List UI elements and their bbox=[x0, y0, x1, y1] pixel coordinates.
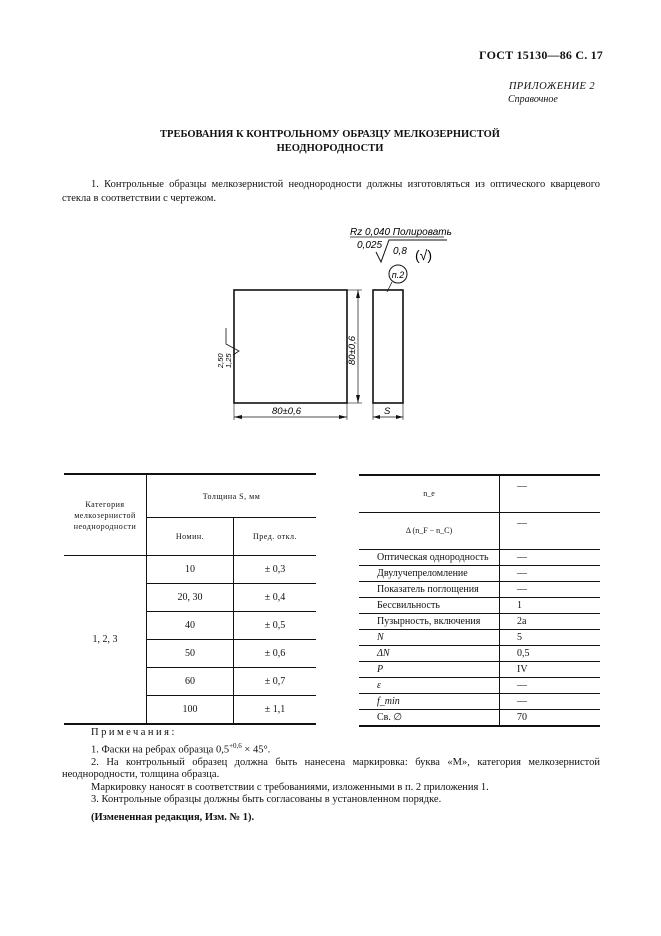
front-view bbox=[234, 290, 347, 403]
table2-param-cell: f_min bbox=[359, 694, 500, 710]
page-reference: ГОСТ 15130—86 С. 17 bbox=[479, 48, 603, 62]
table1-nominal-cell: 20, 30 bbox=[147, 584, 234, 612]
roughness-symbol bbox=[376, 240, 447, 262]
table2-value-cell: 2а bbox=[500, 614, 601, 630]
title-line-2: НЕОДНОРОДНОСТИ bbox=[276, 143, 384, 154]
thickness-dimension: S bbox=[384, 406, 391, 417]
table2-param-cell: Δ (n_F − n_C) bbox=[359, 513, 500, 550]
table2-value-cell: 0,5 bbox=[500, 646, 601, 662]
side-roughness-symbol bbox=[216, 328, 239, 369]
table2-param-cell: Оптическая однородность bbox=[359, 550, 500, 566]
appendix-label: ПРИЛОЖЕНИЕ 2 bbox=[508, 81, 595, 92]
roughness-label: Rz 0,040 Полировать bbox=[350, 227, 452, 238]
table2-value-cell: 70 bbox=[500, 710, 601, 727]
table2-param-cell: Двулучепреломление bbox=[359, 566, 500, 582]
check-mark-icon: (√) bbox=[415, 247, 433, 263]
table1-tolerance-cell: ± 0,5 bbox=[234, 612, 317, 640]
title-line-1: ТРЕБОВАНИЯ К КОНТРОЛЬНОМУ ОБРАЗЦУ МЕЛКОЗЕРНИСТОЙ bbox=[160, 129, 500, 140]
technical-drawing bbox=[200, 218, 460, 433]
table2-value-cell: — bbox=[500, 550, 601, 566]
note-1-superscript: +0,6 bbox=[229, 741, 242, 750]
table2-value-cell: 1 bbox=[500, 598, 601, 614]
table2-value-cell: — bbox=[500, 566, 601, 582]
table1-category-value: 1, 2, 3 bbox=[64, 556, 147, 725]
table2-value-cell: — bbox=[500, 475, 601, 513]
amendment-note: (Измененная редакция, Изм. № 1). bbox=[91, 812, 255, 823]
table1-header-nominal: Номин. bbox=[147, 518, 234, 556]
parameters-table bbox=[359, 474, 600, 727]
table2-param-cell: n_e bbox=[359, 475, 500, 513]
table1-nominal-cell: 10 bbox=[147, 556, 234, 584]
svg-text:1,25: 1,25 bbox=[224, 353, 233, 368]
svg-text:2,50: 2,50 bbox=[216, 353, 225, 368]
table2-value-cell: — bbox=[500, 513, 601, 550]
table2-param-cell: Показатель поглощения bbox=[359, 582, 500, 598]
note-2b: Маркировку наносят в соответствии с требованиями, изложенными в п. 2 приложения 1. bbox=[91, 781, 489, 793]
table2-param-cell: Св. ∅ bbox=[359, 710, 500, 727]
table1-tolerance-cell: ± 1,1 bbox=[234, 696, 317, 725]
intro-paragraph: 1. Контрольные образцы мелкозернистой неоднородности должны изготовляться из оптического кварцевого стекла в соответствии с чертежом. bbox=[62, 179, 600, 204]
notes-heading: Примечания: bbox=[91, 727, 177, 738]
note-1 bbox=[62, 740, 600, 757]
side-view bbox=[373, 290, 403, 403]
table2-value-cell: 5 bbox=[500, 630, 601, 646]
roughness-value-b: 0,8 bbox=[393, 246, 407, 257]
table2-param-cell: P bbox=[359, 662, 500, 678]
table1-tolerance-cell: ± 0,7 bbox=[234, 668, 317, 696]
table1-tolerance-cell: ± 0,6 bbox=[234, 640, 317, 668]
height-dimension: 80±0,6 bbox=[347, 336, 358, 365]
table2-param-cell: ΔN bbox=[359, 646, 500, 662]
note-3: 3. Контрольные образцы должны быть согласованы в установленном порядке. bbox=[91, 794, 442, 805]
table2-param-cell: Пузырность, включения bbox=[359, 614, 500, 630]
table2-value-cell: — bbox=[500, 678, 601, 694]
table2-value-cell: — bbox=[500, 694, 601, 710]
table2-param-cell: ε bbox=[359, 678, 500, 694]
marker-label: п.2 bbox=[391, 270, 405, 280]
section-title bbox=[60, 128, 600, 156]
table2-value-cell: — bbox=[500, 582, 601, 598]
thickness-table bbox=[64, 473, 316, 725]
table1-nominal-cell: 50 bbox=[147, 640, 234, 668]
table1-header-tolerance: Пред. откл. bbox=[234, 518, 317, 556]
table1-nominal-cell: 100 bbox=[147, 696, 234, 725]
table2-param-cell: N bbox=[359, 630, 500, 646]
width-dimension: 80±0,6 bbox=[272, 406, 301, 417]
table1-nominal-cell: 60 bbox=[147, 668, 234, 696]
notes-section bbox=[62, 727, 600, 807]
table1-tolerance-cell: ± 0,4 bbox=[234, 584, 317, 612]
note-1-text: 1. Фаски на ребрах образца 0,5 bbox=[91, 744, 230, 755]
appendix-type: Справочное bbox=[508, 94, 558, 105]
note-2: 2. На контрольный образец должна быть нанесена маркировка: буква «М», категория мелкозернистой неоднородности, толщина образца. bbox=[62, 756, 600, 780]
table1-tolerance-cell: ± 0,3 bbox=[234, 556, 317, 584]
table1-header-category: Категория мелкозернистой неоднородности bbox=[64, 474, 147, 556]
table1-nominal-cell: 40 bbox=[147, 612, 234, 640]
table2-param-cell: Бессвильность bbox=[359, 598, 500, 614]
table2-value-cell: IV bbox=[500, 662, 601, 678]
note-1-suffix: × 45°. bbox=[244, 744, 271, 755]
roughness-value-a: 0,025 bbox=[357, 240, 383, 251]
table1-header-thickness: Толщина S, мм bbox=[147, 474, 317, 518]
